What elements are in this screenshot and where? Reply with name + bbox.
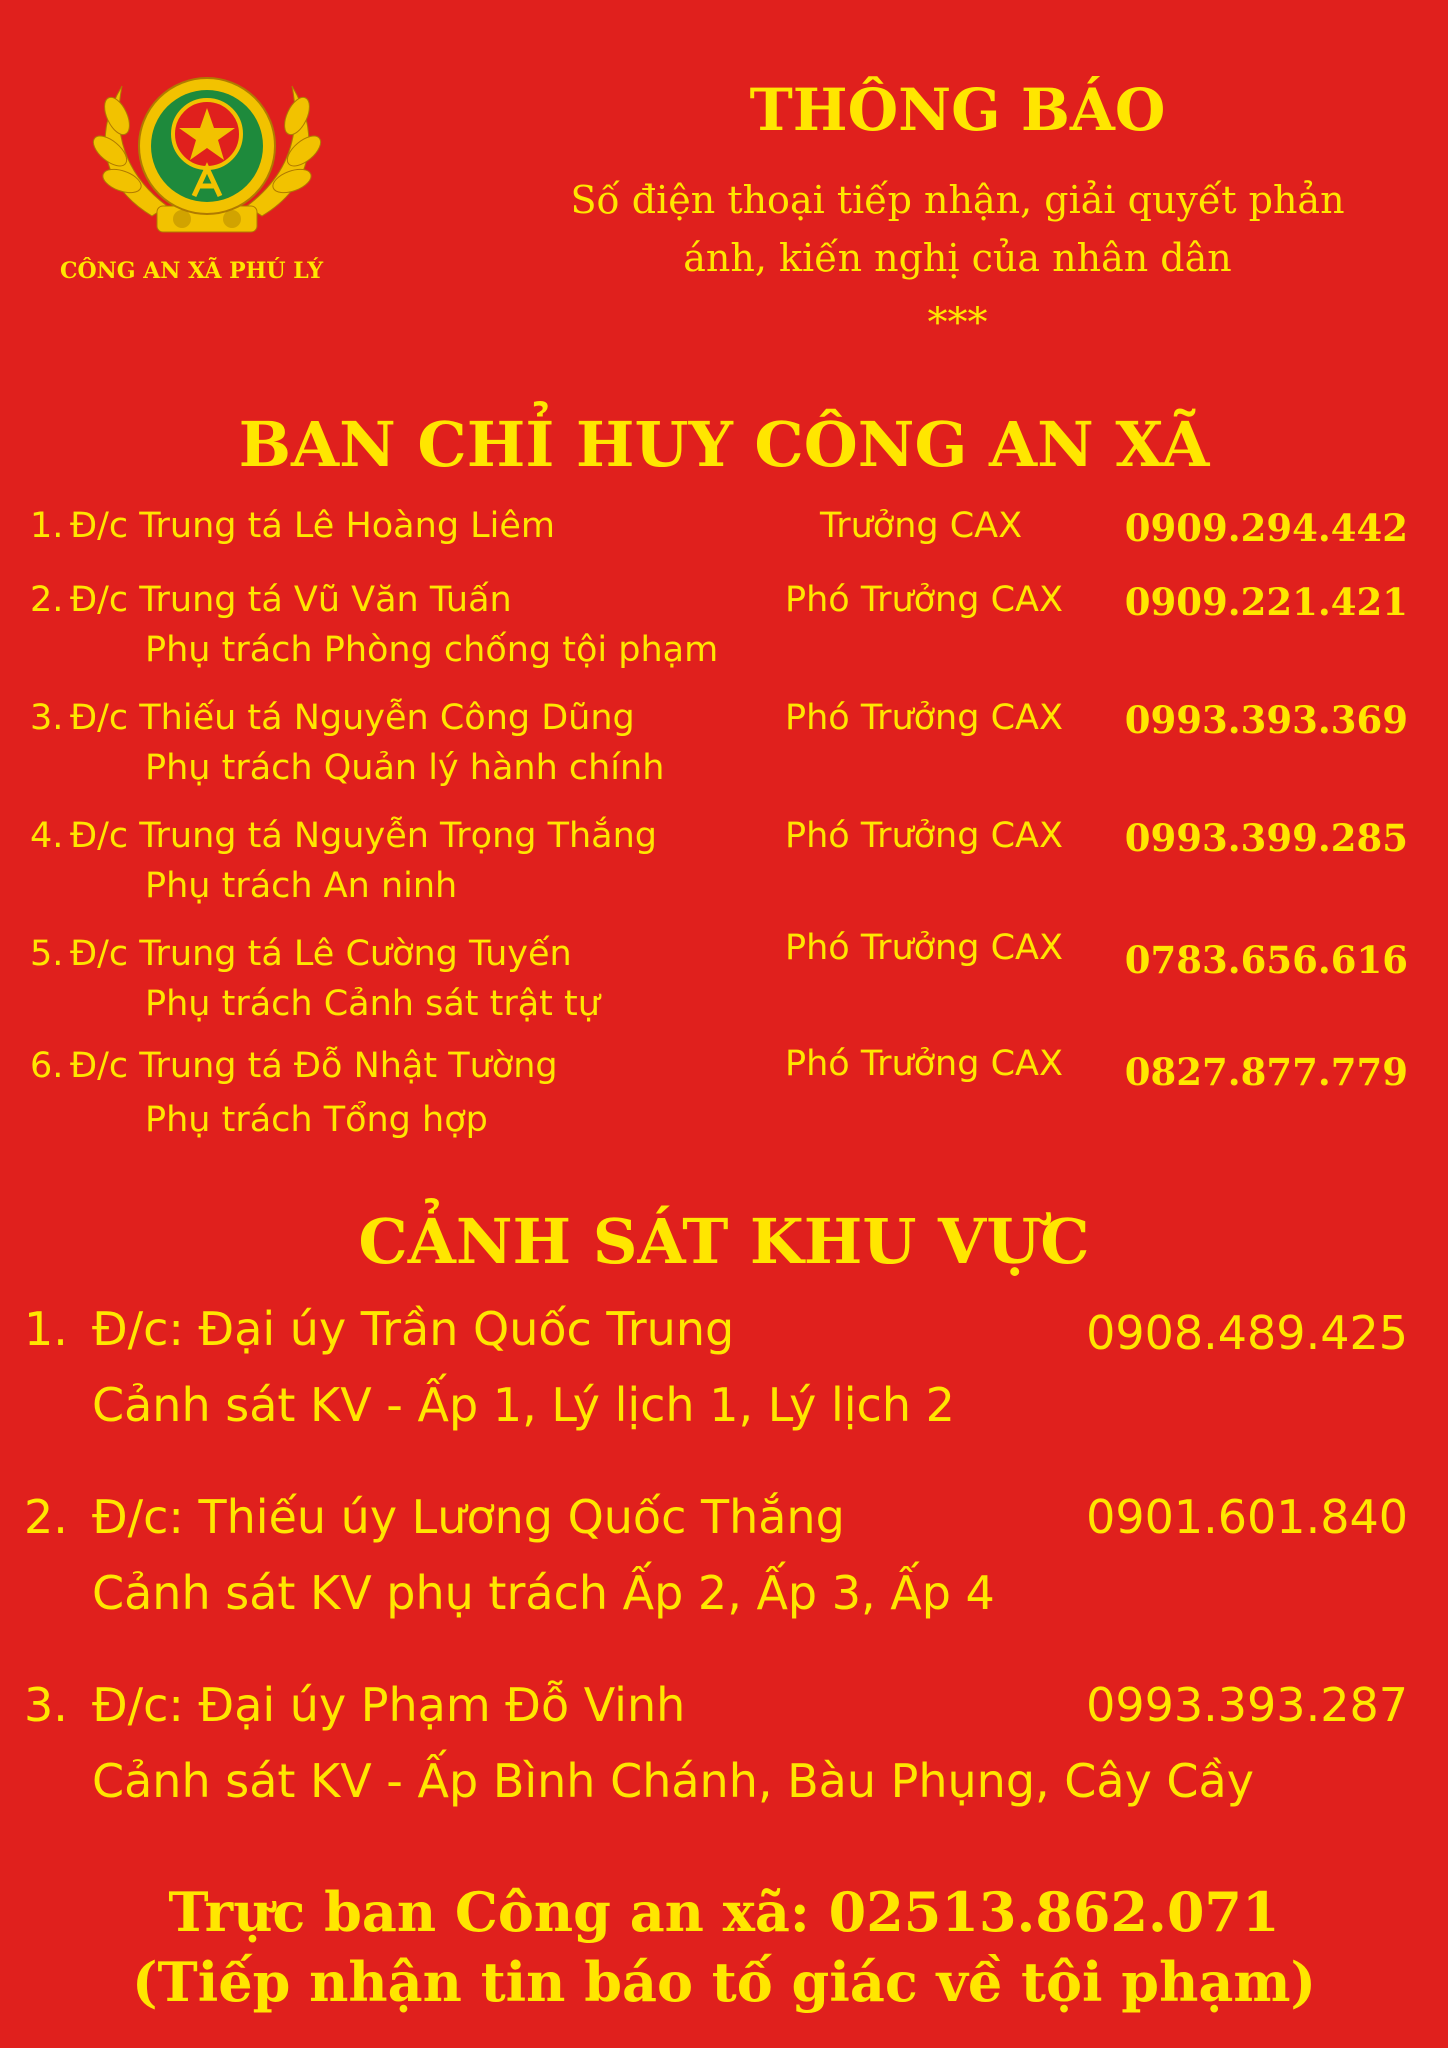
patrol-phone: 0901.601.840 <box>1086 1490 1408 1544</box>
commander-name: Đ/c Trung tá Lê Hoàng Liêm <box>70 506 556 546</box>
commander-role: Trưởng CAX <box>820 506 1023 546</box>
commander-responsibility: Phụ trách Cảnh sát trật tự <box>145 984 600 1024</box>
patrol-area: Cảnh sát KV phụ trách Ấp 2, Ấp 3, Ấp 4 <box>92 1566 995 1620</box>
commander-role: Phó Trưởng CAX <box>785 816 1063 856</box>
commander-number: 3. <box>30 698 64 738</box>
commander-role: Phó Trưởng CAX <box>785 580 1063 620</box>
commander-phone: 0993.399.285 <box>1124 816 1408 860</box>
commander-role: Phó Trưởng CAX <box>785 1044 1063 1084</box>
patrol-name: Đ/c: Thiếu úy Lương Quốc Thắng <box>92 1490 845 1544</box>
commander-name: Đ/c Thiếu tá Nguyễn Công Dũng <box>70 698 635 738</box>
patrol-name: Đ/c: Đại úy Trần Quốc Trung <box>92 1302 735 1356</box>
patrol-number: 2. <box>24 1490 68 1544</box>
commander-name: Đ/c Trung tá Vũ Văn Tuấn <box>70 580 512 620</box>
duty-hotline-note: (Tiếp nhận tin báo tố giác về tội phạm) <box>131 1950 1317 2014</box>
notice-title: THÔNG BÁO <box>749 76 1166 144</box>
patrol-area: Cảnh sát KV - Ấp 1, Lý lịch 1, Lý lịch 2 <box>92 1378 955 1432</box>
commander-section-title: BAN CHỈ HUY CÔNG AN XÃ <box>238 408 1210 481</box>
commander-name: Đ/c Trung tá Nguyễn Trọng Thắng <box>70 816 658 856</box>
patrol-phone: 0993.393.287 <box>1086 1678 1408 1732</box>
commander-phone: 0909.294.442 <box>1124 506 1408 550</box>
commander-phone: 0909.221.421 <box>1124 580 1408 624</box>
commander-number: 5. <box>30 934 64 974</box>
commander-number: 1. <box>30 506 64 546</box>
commander-role: Phó Trưởng CAX <box>785 698 1063 738</box>
police-emblem-icon <box>82 56 332 246</box>
commander-number: 2. <box>30 580 64 620</box>
commander-number: 6. <box>30 1046 64 1086</box>
notice-subtitle-line2: ánh, kiến nghị của nhân dân <box>683 236 1232 280</box>
commander-responsibility: Phụ trách Phòng chống tội phạm <box>145 630 719 670</box>
patrol-area: Cảnh sát KV - Ấp Bình Chánh, Bàu Phụng, Cây Cầy <box>92 1754 1254 1808</box>
commander-phone: 0993.393.369 <box>1124 698 1408 742</box>
commander-name: Đ/c Trung tá Lê Cường Tuyến <box>70 934 572 974</box>
commander-responsibility: Phụ trách Quản lý hành chính <box>145 748 665 788</box>
patrol-phone: 0908.489.425 <box>1086 1306 1408 1360</box>
commander-responsibility: Phụ trách An ninh <box>145 866 458 906</box>
patrol-section-title: CẢNH SÁT KHU VỰC <box>358 1205 1090 1278</box>
notice-stars: *** <box>927 300 988 346</box>
commander-number: 4. <box>30 816 64 856</box>
patrol-name: Đ/c: Đại úy Phạm Đỗ Vinh <box>92 1678 686 1732</box>
notice-subtitle-line1: Số điện thoại tiếp nhận, giải quyết phản <box>570 178 1345 222</box>
unit-name: CÔNG AN XÃ PHÚ LÝ <box>60 258 324 284</box>
commander-name: Đ/c Trung tá Đỗ Nhật Tường <box>70 1046 558 1086</box>
patrol-number: 1. <box>24 1302 68 1356</box>
commander-phone: 0827.877.779 <box>1124 1050 1408 1094</box>
duty-hotline: Trực ban Công an xã: 02513.862.071 <box>168 1880 1280 1944</box>
commander-phone: 0783.656.616 <box>1124 938 1408 982</box>
patrol-number: 3. <box>24 1678 68 1732</box>
commander-responsibility: Phụ trách Tổng hợp <box>145 1100 488 1140</box>
commander-role: Phó Trưởng CAX <box>785 928 1063 968</box>
